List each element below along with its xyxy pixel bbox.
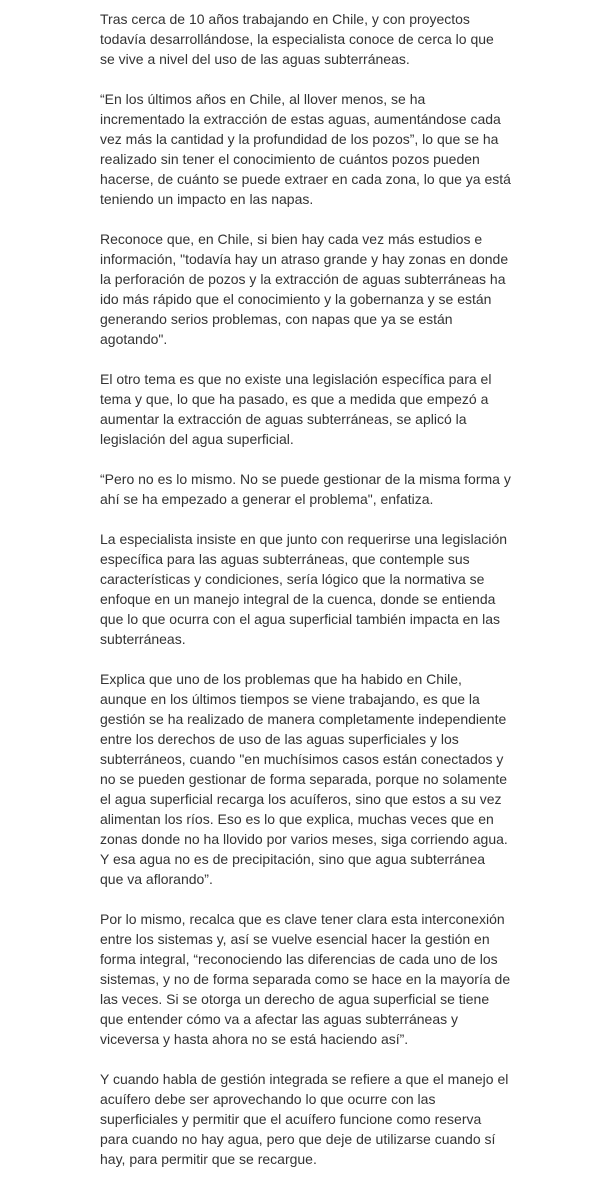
- paragraph: Y cuando habla de gestión integrada se refiere a que el manejo el acuífero debe ser aprovechando lo que ocurre con las superficiales y permitir que el acuífero funcione como reserva para cuando no hay agua, pero que deje de utilizarse cuando sí hay, para permitir que se recargue.: [100, 1071, 509, 1167]
- paragraph: Tras cerca de 10 años trabajando en Chile, y con proyectos todavía desarrollándose, la especialista conoce de cerca lo que se vive a nivel del uso de las aguas subterráneas.: [100, 11, 494, 67]
- paragraph: El otro tema es que no existe una legislación específica para el tema y que, lo que ha pasado, es que a medida que empezó a aumentar la extracción de aguas subterráneas, se aplicó la legislación del agua superficial.: [100, 371, 492, 447]
- paragraph: La especialista insiste en que junto con requerirse una legislación específica para las aguas subterráneas, que contemple sus características y condiciones, sería lógico que la normativa se enfoque en un manejo integral de la cuenca, donde se entienda que lo que ocurra con el agua superficial también impacta en las subterráneas.: [100, 531, 508, 647]
- paragraph: “En los últimos años en Chile, al llover menos, se ha incrementado la extracción de estas aguas, aumentándose cada vez más la cantidad y la profundidad de los pozos”, lo que se ha realizado sin tener el conocimiento de cuántos pozos pueden hacerse, de cuánto se puede extraer en cada zona, lo que ya está teniendo un impacto en las napas.: [100, 91, 511, 207]
- paragraph: Reconoce que, en Chile, si bien hay cada vez más estudios e información, "todavía hay un atraso grande y hay zonas en donde la perforación de pozos y la extracción de aguas subterráneas ha ido más rápido que el conocimiento y la gobernanza y se están generando serios problemas, con napas que ya se están agotando".: [100, 231, 509, 347]
- article-body: [100, 9, 512, 1189]
- paragraph: Por lo mismo, recalca que es clave tener clara esta interconexión entre los sistemas y, así se vuelve esencial hacer la gestión en forma integral, “reconociendo las diferencias de cada uno de los sistemas, y no de forma separada como se hace en la mayoría de las veces. Si se otorga un derecho de agua superficial se tiene que entender cómo va a afectar las aguas subterráneas y viceversa y hasta ahora no se está haciendo así”.: [100, 911, 511, 1047]
- paragraph: “Pero no es lo mismo. No se puede gestionar de la misma forma y ahí se ha empezado a generar el problema", enfatiza.: [100, 471, 511, 507]
- paragraph: Explica que uno de los problemas que ha habido en Chile, aunque en los últimos tiempos se viene trabajando, es que la gestión se ha realizado de manera completamente independiente entre los derechos de uso de las aguas superficiales y los subterráneos, cuando "en muchísimos casos están conectados y no se pueden gestionar de forma separada, porque no solamente el agua superficial recarga los acuíferos, sino que estos a su vez alimentan los ríos. Eso es lo que explica, muchas veces que en zonas donde no ha llovido por varios meses, siga corriendo agua. Y esa agua no es de precipitación, sino que agua subterránea que va aflorando”.: [100, 671, 508, 887]
